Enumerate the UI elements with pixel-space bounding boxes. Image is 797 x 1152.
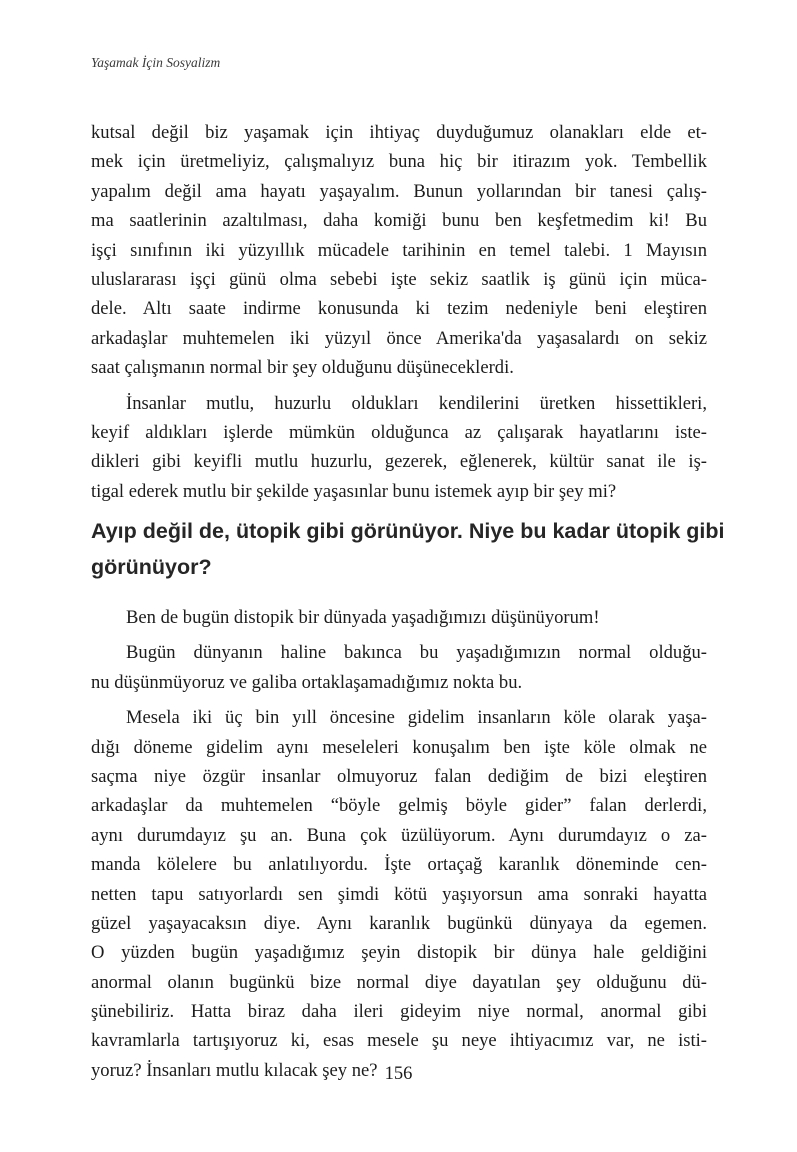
text-line: dele. Altı saate indirme konusunda ki tezim nedeniyle beni eleştiren <box>91 298 707 320</box>
text-line: ma saatlerinin azaltılması, daha komiği bunu ben keşfetmedim ki! Bu <box>91 210 707 232</box>
text-line: Mesela iki üç bin yıll öncesine gidelim insanların köle olarak yaşa- <box>126 707 707 729</box>
text-line: işçi sınıfının iki yüzyıllık mücadele tarihinin en temel talebi. 1 Mayısın <box>91 239 707 261</box>
text-line: kutsal değil biz yaşamak için ihtiyaç duyduğumuz olanakları elde et- <box>91 122 707 143</box>
paragraph <box>91 638 707 697</box>
paragraph <box>91 118 707 383</box>
text-line: İnsanlar mutlu, huzurlu oldukları kendilerini üretken hissettikleri, <box>126 392 707 414</box>
text-line: yapalım değil ama hayatı yaşayalım. Bunun yollarından bir tanesi çalış- <box>91 180 707 202</box>
text-line: Ben de bugün distopik bir dünyada yaşadığımızı düşünüyorum! <box>126 607 600 628</box>
paragraph <box>91 389 707 507</box>
text-line: arkadaşlar da muhtemelen “böyle gelmiş böyle gider” falan derlerdi, <box>91 795 707 817</box>
text-line: dığı döneme gidelim aynı meseleleri konuşalım ben işte köle olmak ne <box>91 736 707 758</box>
text-line: güzel yaşayacaksın diye. Aynı karanlık bugünkü dünyaya da egemen. <box>91 912 707 934</box>
text-line: keyif aldıkları işlerde mümkün olduğunca az çalışarak hayatlarını iste- <box>91 421 707 443</box>
page-number: 156 <box>384 1064 413 1084</box>
running-head: Yaşamak İçin Sosyalizm <box>91 55 221 70</box>
paragraph <box>91 703 707 1085</box>
text-line: tigal ederek mutlu bir şekilde yaşasınlar bunu istemek ayıp bir şey mi? <box>91 480 617 502</box>
heading-line: görünüyor? <box>91 555 212 579</box>
text-line: O yüzden bugün yaşadığımız şeyin distopik bir dünya hale geldiğini <box>91 942 707 964</box>
text-line: arkadaşlar muhtemelen iki yüzyıl önce Amerika'da yaşasalardı on sekiz <box>91 327 707 349</box>
text-line: manda kölelere bu anlatılıyordu. İşte ortaçağ karanlık döneminde cen- <box>91 854 707 876</box>
text-line: netten tapu satıyorlardı sen şimdi kötü yaşıyorsun ama sonraki hayatta <box>91 883 707 905</box>
paragraph <box>91 603 707 632</box>
text-line: Bugün dünyanın haline bakınca bu yaşadığımızın normal olduğu- <box>126 642 707 664</box>
heading-line: Ayıp değil de, ütopik gibi görünüyor. Niye bu kadar ütopik gibi <box>91 519 725 543</box>
section-heading <box>91 513 725 585</box>
text-line: şünebiliriz. Hatta biraz daha ileri gideyim niye normal, anormal gibi <box>91 1001 707 1023</box>
text-line: anormal olanın bugünkü bize normal diye dayatılan şey olduğunu dü- <box>91 971 707 993</box>
body-text-bottom <box>91 603 707 1085</box>
text-line: nu düşünmüyoruz ve galiba ortaklaşamadığımız nokta bu. <box>91 671 523 693</box>
text-line: uluslararası işçi günü olma sebebi işte sekiz saatlik iş günü için müca- <box>91 268 707 290</box>
text-line: saçma niye özgür insanlar olmuyoruz falan dediğim de bizi eleştiren <box>91 765 707 787</box>
text-line: aynı durumdayız şu an. Buna çok üzülüyorum. Aynı durumdayız o za- <box>91 824 707 846</box>
text-line: saat çalışmanın normal bir şey olduğunu düşüneceklerdi. <box>91 357 514 379</box>
text-line: dikleri gibi keyifli mutlu huzurlu, gezerek, eğlenerek, kültür sanat ile iş- <box>91 451 707 473</box>
text-line: kavramlarla tartışıyoruz ki, esas mesele şu neye ihtiyacımız var, ne isti- <box>91 1030 707 1052</box>
body-text-top <box>91 118 707 506</box>
text-line: yoruz? İnsanları mutlu kılacak şey ne? <box>91 1059 378 1081</box>
text-line: mek için üretmeliyiz, çalışmalıyız buna hiç bir itirazım yok. Tembellik <box>91 151 707 173</box>
